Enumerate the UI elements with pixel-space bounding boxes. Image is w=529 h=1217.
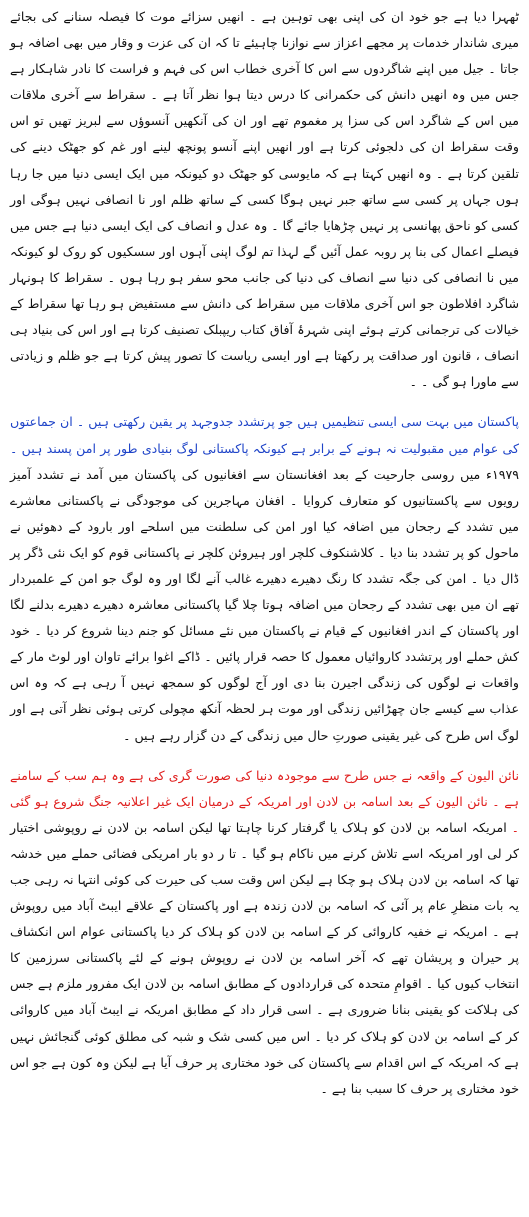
paragraph-violence-in-pakistan	[10, 409, 519, 748]
highlight-intro-violence: پاکستان میں بہت سی ایسی تنظیمیں ہیں جو پرتشدد جدوجہد پر یقین رکھتی ہیں ۔ ان جماعتوں کی عوام میں مقبولیت نہ ہونے کے برابر ہے کیونکہ پاکستانی لوگ بنیادی طور پر امن پسند ہیں ۔	[10, 414, 519, 456]
paragraph-socrates-text: ٹھہرا دیا ہے جو خود ان کی اپنی بھی توہین ہے ۔ انھیں سزائے موت کا فیصلہ سنانے کی بجائے میری شاندار خدمات پر مجھے اعزاز سے نوازنا چاہیئے تا کہ ان کی عزت و وقار میں بھی اضافہ ہو جاتا ۔ جیل میں اپنے شاگردوں سے اس کا آخری خطاب اس کی فہم و فراست کا نادر شاہکار ہے جس میں وہ انھیں دانش کی حکمرانی کا درس دیتا ہوا نظر آتا ہے ۔ سقراط سے آخری ملاقات میں اس کے شاگرد اس کی سزا پر مغموم تھے اور ان کی آنکھیں آنسوؤں سے لبریز تھیں تو اس وقت سقراط ان کی دلجوئی کرتا ہے اور انھیں اپنے آنسو پونچھ لینے اور غم کو جھٹک دینے کی تلقین کرتا ہے ۔ وہ انھیں کہتا ہے کہ مایوسی کو جھٹک دو کیونکہ میں ایک ایسی دنیا میں جا رہا ہوں جہاں پر کسی سے ساتھ جبر نہیں ہوگا کسی کے ساتھ ظلم اور نا انصافی نہیں ہوگی اور کسی کو ناحق پھانسی پر نہیں چڑھایا جائے گا ۔ وہ عدل و انصاف کی ایک ایسی دنیا ہے جس میں فیصلے اعمال کی بنا پر روبہ عمل آئیں گے لہذا تم لوگ اپنی آہوں اور سسکیوں کو روک لو کیونکہ میں نا انصافی کی دنیا سے انصاف کی دنیا کی جانب محو سفر ہو رہا ہوں ۔ سقراط کا ہونہار شاگرد افلاطون جو اس آخری ملاقات میں سقراط کی دانش سے مستفیض ہو رہا تھا سقراط کے خیالات کی ترجمانی کرتے ہوئے اپنی شہرۂ آفاق کتاب ریپبلک تصنیف کرتا ہے اور اس کی بنیاد ہی انصاف ، قانون اور صداقت پر رکھتا ہے اور ایسی ریاست کا تصور پیش کرتا ہے جو ظلم و زیادتی سے ماورا ہو گی ۔ ۔	[10, 9, 519, 390]
paragraph-socrates	[10, 4, 519, 395]
paragraph-violence-text: ۱۹۷۹ء میں روسی جارحیت کے بعد افغانستان سے افغانیوں کی پاکستان میں آمد نے تشدد آمیز رویوں سے پاکستانیوں کو متعارف کروایا ۔ افغان مہاجرین کی موجودگی نے پاکستانی معاشرے میں تشدد کے رجحان میں اضافہ کیا اور امن کی سلطنت میں اسلحے اور بارود کے دھوئیں نے ماحول کو پر تشدد بنا دیا ۔ کلاشنکوف کلچر اور ہیروئن کلچر نے پاکستانی قوم کو ایک نئی ڈگر پر ڈال دیا ۔ امن کی جگہ تشدد کا رنگ دھیرے دھیرے غالب آنے لگا اور وہ لوگ جو امن کے علمبردار تھے ان میں بھی تشدد کے رجحان میں اضافہ ہوتا چلا گیا پاکستانی معاشرہ دھیرے دھیرے بدلنے لگا اور پاکستان کے اندر افغانیوں کے قیام نے پاکستان میں نئے مسائل کو جنم دینا شروع کر دیا ۔ خود کش حملے اور پرتشدد کاروائیاں معمول کا حصہ قرار پائیں ۔ ڈاکے اغوا برائے تاوان اور لوٹ مار کے واقعات نے لوگوں کی زندگی اجیرن بنا دی اور آج لوگوں کو سمجھ نہیں آ رہی ہے کہ وہ اس عذاب سے کیسے جان چھڑائیں زندگی اور موت ہر لحظہ آنکھ مچولی کرتی ہوئی نظر آتی ہے اور لوگ اس طرح کی غیر یقینی صورتِ حال میں زندگی کے دن گزار رہے ہیں ۔	[10, 466, 519, 743]
highlight-intro-nine-eleven: نائن الیون کے واقعہ نے جس طرح سے موجودہ دنیا کی صورت گری کی ہے وہ ہم سب کے سامنے ہے ۔ نائن الیون کے بعد اسامہ بن لادن اور امریکہ کے درمیان ایک غیر اعلانیہ جنگ شروع ہو گئی ۔	[10, 767, 519, 835]
paragraph-nine-eleven	[10, 763, 519, 1102]
paragraph-nine-eleven-text: امریکہ اسامہ بن لادن کو ہلاک یا گرفتار کرنا چاہتا تھا لیکن اسامہ بن لادن نے روپوشی اختیار کر لی اور امریکہ اسے تلاش کرنے میں ناکام ہو گیا ۔ تا ر دو بار امریکی فضائی حملے میں خدشہ تھا کہ اسامہ بن لادن ہلاک ہو چکا ہے لیکن اس وقت سب کی حیرت کی کوئی انتہا نہ رہی جب یہ بات منظرِ عام پر آئی کہ اسامہ بن لادن زندہ ہے اور پاکستان کے علاقے ایبٹ آباد میں روپوش ہے ۔ امریکہ نے خفیہ کاروائی کر کے اسامہ بن لادن کو ہلاک کر دیا پاکستانی عوام اس انکشاف پر حیران و پریشان تھے کہ آخر اسامہ بن لادن نے روپوش ہونے کے لئے پاکستانی سرزمین کا انتخاب کیوں کیا ۔ اقوامِ متحدہ کی قراردادوں کے مطابق اسامہ بن لادن ایک مفرور ملزم ہے جس کی ہلاکت کو یقینی بنانا ضروری ہے ۔ اسی قرار داد کے مطابق امریکہ نے ایبٹ آباد میں کاروائی کر کے اسامہ بن لادن کو ہلاک کر دیا ۔ اس میں کسی شک و شبہ کی مطلق کوئی گنجائش نہیں ہے کہ امریکہ کے اس اقدام سے پاکستان کی خود مختاری پر حرف آیا ہے لیکن وہ کون ہے جو اس خود مختاری پر حرف کا سبب بنا ہے ۔	[10, 819, 519, 1096]
